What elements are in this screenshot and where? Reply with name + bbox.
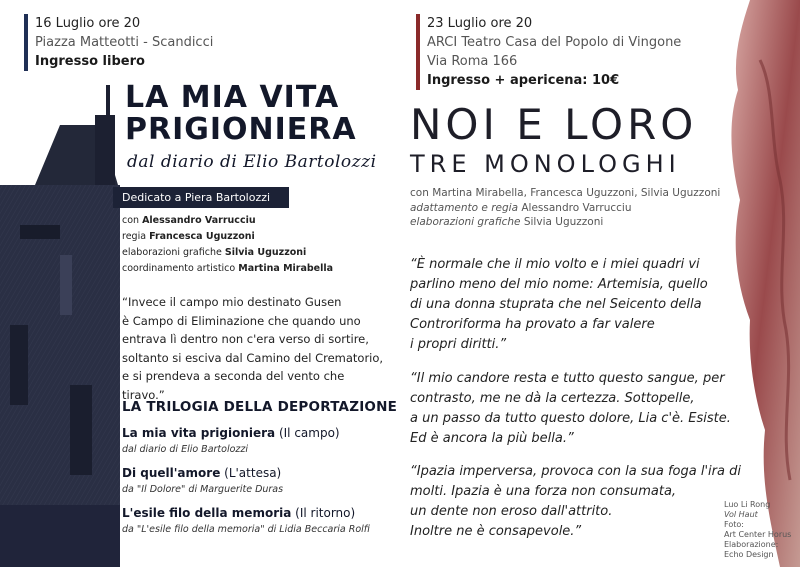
credit-line: [122, 245, 333, 261]
left-show-subtitle: dal diario di Elio Bartolozzi: [127, 152, 377, 172]
left-show-title: [125, 82, 357, 146]
right-show-subtitle: TRE MONOLOGHI: [410, 150, 681, 178]
quote-ipazia: [410, 462, 750, 542]
right-direction: [410, 201, 720, 216]
trilogy-title: L'esile filo della memoria: [122, 506, 292, 520]
trilogy-item-title: [122, 505, 392, 522]
credit-role: coordinamento artistico: [122, 263, 239, 274]
quote-line: Controriforma ha provato a far valere: [410, 317, 655, 332]
left-title-line1: LA MIA VITA: [125, 80, 340, 115]
trilogy-title: La mia vita prigioniera: [122, 426, 276, 440]
left-event-place: Piazza Matteotti - Scandicci: [35, 35, 214, 50]
credit-role: con: [122, 215, 143, 226]
right-show-title: NOI E LORO: [410, 100, 698, 149]
credit-text: Art Center Horus: [724, 530, 792, 539]
dedication-banner: Dedicato a Piera Bartolozzi: [113, 187, 289, 208]
credit-text: Echo Design: [724, 550, 774, 559]
direction-role: adattamento e regia: [410, 201, 519, 214]
quote-line: un dente non eroso dall'attrito.: [410, 504, 613, 519]
quote-line: parlino meno del mio nome: Artemisia, quello: [410, 277, 708, 292]
trilogy-item-source: da "L'esile filo della memoria" di Lidia Beccaria Rolfi: [122, 524, 370, 535]
credit-line: [122, 213, 333, 229]
right-credits: [410, 186, 720, 230]
credit-line: [122, 261, 333, 277]
trilogy-list: [122, 425, 392, 545]
credit-text: Luo Li Rong: [724, 500, 771, 509]
quote-line: entrava lì dentro non c'era verso di sortire,: [122, 332, 369, 346]
credit-text: Foto:: [724, 520, 744, 529]
quote-lia: [410, 369, 750, 449]
quote-line: “Ipazia imperversa, provoca con la sua foga l'ira di: [410, 464, 741, 479]
credit-name: Alessandro Varrucciu: [142, 215, 256, 226]
left-event-entry: Ingresso libero: [35, 54, 145, 69]
direction-name: Alessandro Varrucciu: [518, 201, 632, 214]
left-event-info: [24, 14, 213, 71]
photo-credit: [724, 500, 791, 560]
left-credits: [122, 213, 333, 277]
left-title-line2: PRIGIONIERA: [125, 112, 357, 147]
quote-line: e si prendeva a seconda del vento che tiravo.”: [122, 369, 345, 402]
quote-line: di una donna stuprata che nel Seicento della: [410, 297, 702, 312]
building-illustration: [0, 85, 120, 567]
graphics-role: elaborazioni grafiche: [410, 216, 521, 228]
right-cast: con Martina Mirabella, Francesca Uguzzoni, Silvia Uguzzoni: [410, 187, 721, 199]
left-event-date: 16 Luglio ore 20: [35, 16, 141, 31]
quote-line: Ed è ancora la più bella.”: [410, 431, 574, 446]
credit-line: [122, 229, 333, 245]
credit-name: Silvia Uguzzoni: [224, 247, 307, 258]
trilogy-title: Di quell'amore: [122, 466, 221, 480]
quote-line: soltanto si esciva dal Camino del Crematorio,: [122, 350, 384, 365]
credit-text: Elaborazione:: [724, 540, 779, 549]
quote-line: i propri diritti.”: [410, 337, 507, 352]
quote-line: molti. Ipazia è una forza non consumata,: [410, 484, 677, 499]
trilogy-item-source: da "Il Dolore" di Marguerite Duras: [122, 484, 284, 495]
right-event-place: ARCI Teatro Casa del Popolo di Vingone: [427, 35, 682, 50]
quote-line: contrasto, me ne dà la certezza. Sottopelle,: [410, 391, 695, 406]
trilogy-item-title: [122, 425, 392, 442]
trilogy-part: (Il ritorno): [291, 506, 356, 520]
quote-line: “Il mio candore resta e tutto questo sangue, per: [410, 371, 725, 386]
trilogy-item-source: dal diario di Elio Bartolozzi: [122, 444, 249, 455]
credit-name: Francesca Uguzzoni: [149, 231, 255, 242]
quote-line: è Campo di Eliminazione che quando uno: [122, 313, 361, 328]
right-event-date: 23 Luglio ore 20: [427, 16, 533, 31]
quote-line: “Invece il campo mio destinato Gusen: [122, 295, 342, 309]
graphics-name: Silvia Uguzzoni: [520, 216, 604, 228]
right-event-entry: Ingresso + apericena: 10€: [427, 73, 620, 88]
right-event-info: [416, 14, 681, 90]
trilogy-part: (Il campo): [275, 426, 340, 440]
quote-line: a un passo da tutto questo dolore, Lia c'è. Esiste.: [410, 411, 731, 426]
credit-text: Vol Haut: [724, 510, 758, 519]
quote-line: “È normale che il mio volto e i miei quadri vi: [410, 257, 700, 272]
right-graphics: [410, 215, 720, 230]
quote-line: Inoltre ne è consapevole.”: [410, 524, 582, 539]
trilogy-item-title: [122, 465, 392, 482]
trilogy-part: (L'attesa): [220, 466, 282, 480]
trilogy-heading: LA TRILOGIA DELLA DEPORTAZIONE: [122, 399, 398, 415]
right-event-address: Via Roma 166: [427, 54, 518, 69]
credit-role: elaborazioni grafiche: [122, 247, 225, 258]
left-quote: [122, 293, 387, 404]
credit-name: Martina Mirabella: [238, 263, 334, 274]
quote-artemisia: [410, 255, 750, 355]
credit-role: regia: [122, 231, 150, 242]
